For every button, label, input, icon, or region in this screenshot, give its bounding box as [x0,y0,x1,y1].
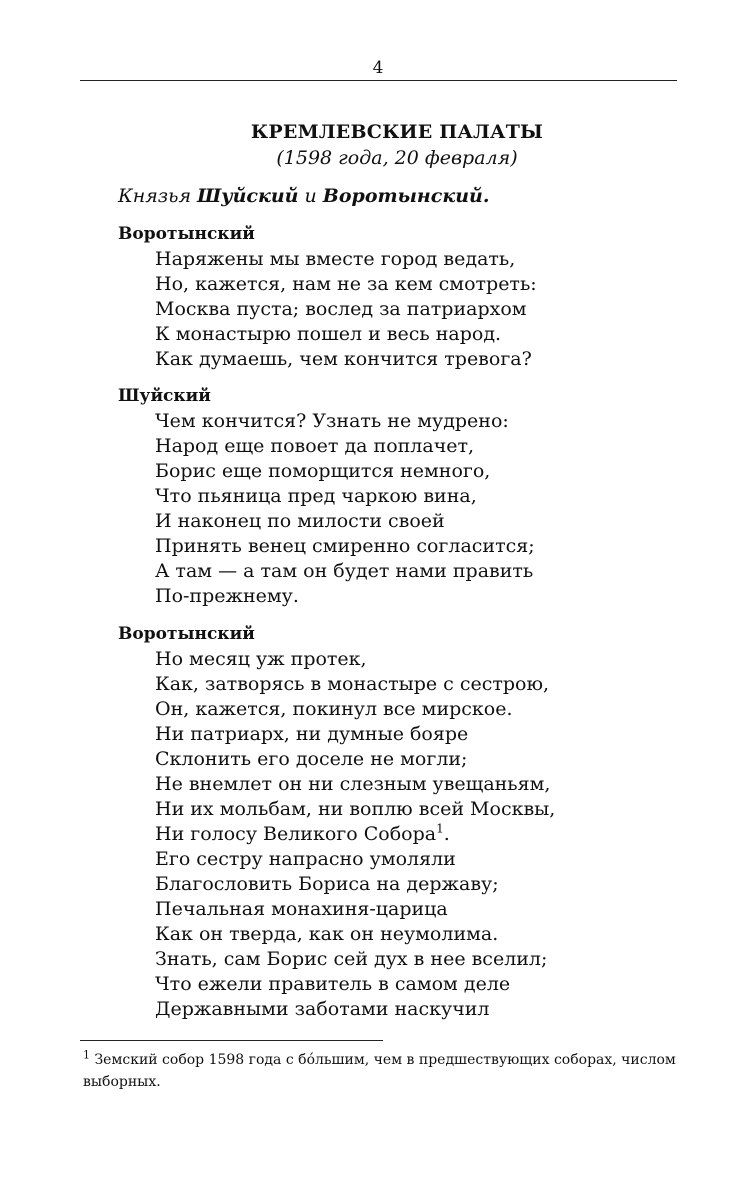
footnote-rule [80,1040,383,1041]
scene-date: (1598 года, 20 февраля) [276,147,518,169]
verse-line: Борис еще поморщится немного, [155,460,491,482]
verse-line: Принять венец смиренно согласится; [155,535,535,557]
scene-title: КРЕМЛЕВСКИЕ ПАЛАТЫ [250,121,544,143]
verse-line: По-прежнему. [155,585,299,607]
verse-line: Как думаешь, чем кончится тревога? [155,348,532,370]
verse-line: К монастырю пошел и весь народ. [155,323,502,345]
verse-line: Как он тверда, как он неумолима. [155,923,499,945]
footnote-mark: 1 [83,1048,90,1062]
footnote-text: Земский собор 1598 года с бóльшим, чем в предшествующих соборах, числом выборных. [83,1052,676,1090]
verse-line: Ни их мольбам, ни воплю всей Москвы, [155,798,556,820]
verse-line: Благословить Бориса на державу; [155,873,499,895]
speech-block-vorotynsky-1 [118,222,537,372]
footnote-reference[interactable]: 1 [436,821,444,836]
header-rule [80,80,677,81]
character-name-shuisky: Шуйский [197,185,299,207]
verse-punct: . [443,823,450,845]
verse-line: Ни патриарх, ни думные бояре [155,723,469,745]
verse-line: Наряжены мы вместе город ведать, [155,248,516,270]
stage-prefix: Князья [118,185,198,207]
verse-text: Ни голосу Великого Собора [155,823,437,845]
verse-line: Печальная монахиня-царица [155,898,448,920]
verse-line: Что ежели правитель в самом деле [155,973,511,995]
verse-line-with-footnote [118,822,555,847]
verse-line: Как, затворясь в монастыре с сестрою, [155,673,550,695]
verse-line: А там — а там он будет нами править [155,560,534,582]
footnote [83,1049,683,1093]
verse-line: Державными заботами наскучил [155,998,490,1020]
verse-line: Что пьяница пред чаркою вина, [155,485,477,507]
speaker-name: Воротынский [118,624,255,644]
speech-block-shuisky [118,384,535,609]
verse-line: Он, кажется, покинул все мирское. [155,698,513,720]
verse-line: И наконец по милости своей [155,510,445,532]
speaker-name: Воротынский [118,224,255,244]
verse-line: Склонить его доселе не могли; [155,748,468,770]
verse-line: Его сестру напрасно умоляли [155,848,456,870]
page-number: 4 [372,58,384,78]
verse-line: Чем кончится? Узнать не мудрено: [155,410,509,432]
verse-line: Знать, сам Борис сей дух в нее вселил; [155,948,548,970]
verse-line: Но месяц уж протек, [155,648,367,670]
character-name-vorotynsky: Воротынский. [322,185,490,207]
verse-line: Народ еще повоет да поплачет, [155,435,475,457]
stage-conjunction: и [298,185,323,207]
verse-line: Москва пуста; вослед за патриархом [155,298,527,320]
stage-direction [118,185,489,207]
speech-block-vorotynsky-2 [118,622,555,1022]
speaker-name: Шуйский [118,386,211,406]
verse-line: Не внемлет он ни слезным увещаньям, [155,773,551,795]
verse-line: Но, кажется, нам не за кем смотреть: [155,273,537,295]
